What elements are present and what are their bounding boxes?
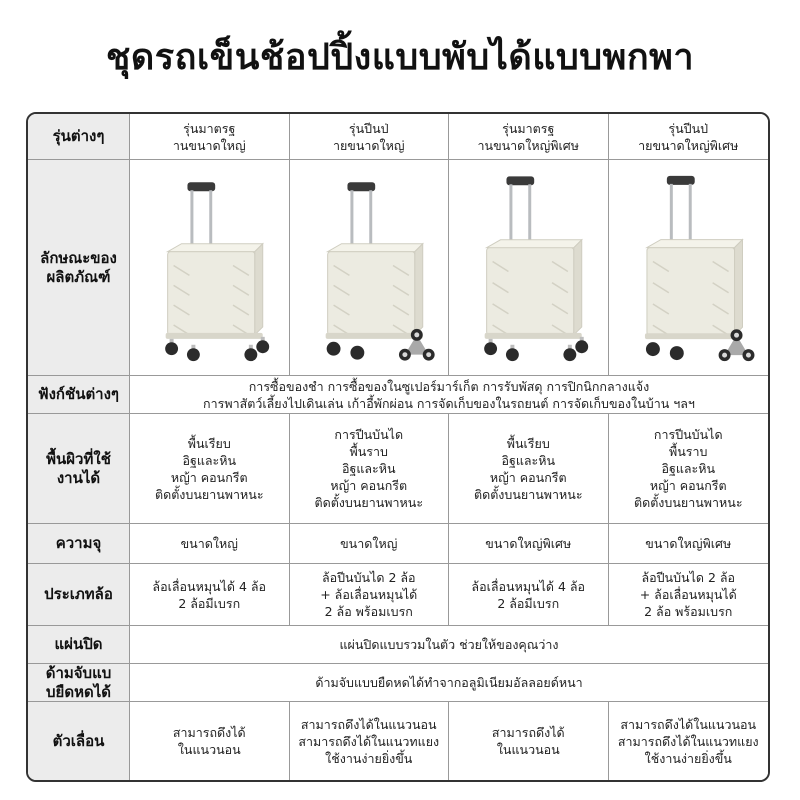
model-text: ายขนาดใหญ่: [332, 137, 405, 153]
caster-text: ในแนวนอน: [496, 742, 560, 757]
caster-wheel: [484, 342, 497, 355]
surface-text: พื้นเรียบ: [506, 435, 550, 451]
caster-text: สามารถดึงได้ในแนวทแยง: [617, 733, 759, 749]
header-text: งานได้: [56, 468, 101, 487]
casters-cell-4: [609, 702, 769, 780]
wheels-cell-4: [609, 564, 769, 626]
row-header-wheels: ประเภทล้อ: [28, 564, 130, 626]
functions-text: การพาสัตว์เลี้ยงไปเดินเล่น เก้าอี้พักผ่อน การจัดเก็บของในรถยนต์ การจัดเก็บของในบ้าน ฯลฯ: [203, 395, 695, 411]
surfaces-cell-2: [290, 414, 450, 524]
row-header-cover: แผ่นปิด: [28, 626, 130, 664]
surface-text: พื้นราบ: [349, 444, 388, 459]
cart-standard-xl-image: [449, 160, 608, 375]
cart-lid: [168, 244, 263, 252]
wheel-text: 2 ล้อ พร้อมเบรก: [644, 604, 733, 619]
stair-wheel-hub: [402, 352, 407, 357]
cart-side: [574, 240, 582, 335]
caster-text: ใช้งานง่ายยิ่งขึ้น: [644, 750, 732, 766]
handle-grip: [506, 176, 534, 185]
surface-text: อิฐและหิน: [182, 452, 237, 468]
caster-wheel: [669, 346, 683, 360]
product-image-cell-4: [609, 160, 769, 376]
wheel-text: + ล้อเลื่อนหมุนได้: [320, 587, 418, 602]
cart-body: [487, 248, 574, 335]
cart-body: [168, 252, 255, 335]
model-text: านขนาดใหญ่พิเศษ: [477, 137, 579, 153]
surface-text: หญ้า คอนกรีต: [330, 478, 408, 493]
functions-cell: [130, 376, 768, 414]
cart-base: [325, 333, 422, 339]
model-text: านขนาดใหญ่: [172, 137, 246, 153]
surface-text: อิฐและหิน: [661, 461, 716, 476]
header-text: ด้ามจับแบ: [45, 664, 112, 682]
caster-text: สามารถดึงได้ในแนวนอน: [300, 716, 437, 732]
caster-text: ในแนวนอน: [177, 742, 241, 757]
cart-base: [644, 333, 742, 339]
model-text: รุ่นมาตรฐ: [183, 120, 236, 136]
capacity-cell-1: ขนาดใหญ่: [130, 524, 290, 564]
stair-wheel-hub: [734, 333, 739, 338]
row-header-casters: ตัวเลื่อน: [28, 702, 130, 780]
surface-text: หญ้า คอนกรีต: [649, 478, 727, 493]
cart-base: [166, 333, 263, 339]
cart-side: [734, 240, 742, 336]
cart-side: [414, 244, 422, 335]
caster-wheel: [244, 348, 257, 361]
caster-text: ใช้งานง่ายยิ่งขึ้น: [325, 750, 413, 766]
wheel-text: 2 ล้อมีเบรก: [497, 595, 560, 611]
surface-text: พื้นเรียบ: [187, 435, 231, 451]
cart-climbing-large-image: [290, 160, 449, 375]
model-text: รุ่นปีนป่: [348, 120, 389, 136]
header-text: พื้นผิวที่ใช้: [46, 449, 111, 468]
wheel-text: ล้อเลื่อนหมุนได้ 4 ล้อ: [152, 578, 267, 594]
row-header-features: [28, 160, 130, 376]
cart-climbing-xl-image: [609, 160, 769, 375]
cart-side: [255, 244, 263, 335]
capacity-cell-3: ขนาดใหญ่พิเศษ: [449, 524, 609, 564]
caster-text: สามารถดึงได้: [172, 725, 246, 740]
surfaces-cell-3: [449, 414, 609, 524]
model-cell-2: [290, 114, 450, 160]
caster-wheel: [563, 348, 576, 361]
surfaces-cell-4: [609, 414, 769, 524]
wheel-text: ล้อปีนบันได 2 ล้อ: [321, 570, 416, 585]
cover-cell: แผ่นปิดแบบรวมในตัว ช่วยให้ของคุณว่าง: [130, 626, 768, 664]
caster-text: สามารถดึงได้ในแนวทแยง: [298, 733, 440, 749]
surface-text: การปีนบันได: [653, 427, 723, 442]
model-cell-1: [130, 114, 290, 160]
model-cell-3: [449, 114, 609, 160]
cart-lid: [487, 240, 582, 248]
handle-grip: [187, 182, 215, 191]
wheels-cell-2: [290, 564, 450, 626]
stair-wheel-hub: [745, 353, 750, 358]
cart-lid: [646, 240, 742, 248]
cart-base: [485, 333, 582, 339]
caster-text: สามารถดึงได้ในแนวนอน: [620, 716, 757, 732]
model-text: รุ่นปีนป่: [668, 120, 709, 136]
caster-wheel: [575, 340, 588, 353]
wheel-text: 2 ล้อมีเบรก: [178, 595, 241, 611]
wheel-text: ล้อปีนบันได 2 ล้อ: [641, 570, 736, 585]
handle-cell: ด้ามจับแบบยืดหดได้ทำจากอลูมิเนียมอัลลอยด์หนา: [130, 664, 768, 702]
capacity-cell-2: ขนาดใหญ่: [290, 524, 450, 564]
handle-grip: [347, 182, 375, 191]
caster-wheel: [165, 342, 178, 355]
caster-wheel: [506, 348, 519, 361]
wheel-text: + ล้อเลื่อนหมุนได้: [639, 587, 737, 602]
header-text: ลักษณะของ: [40, 248, 117, 267]
surface-text: อิฐและหิน: [341, 461, 396, 476]
row-header-functions: ฟังก์ชันต่างๆ: [28, 376, 130, 414]
casters-cell-3: [449, 702, 609, 780]
stair-wheel-hub: [722, 353, 727, 358]
surface-text: อิฐและหิน: [501, 452, 556, 468]
caster-text: สามารถดึงได้: [491, 725, 565, 740]
casters-cell-2: [290, 702, 450, 780]
caster-wheel: [187, 348, 200, 361]
page-title: ชุดรถเข็นช้อปปิ้งแบบพับได้แบบพกพา: [105, 37, 695, 78]
surface-text: การปีนบันได: [334, 427, 404, 442]
surface-text: ติดตั้งบนยานพาหนะ: [633, 495, 743, 510]
handle-grip: [666, 176, 694, 185]
cart-body: [327, 252, 414, 335]
comparison-table: [26, 112, 770, 782]
row-header-surfaces: [28, 414, 130, 524]
casters-cell-1: [130, 702, 290, 780]
row-header-models: รุ่นต่างๆ: [28, 114, 130, 160]
caster-wheel: [256, 340, 269, 353]
wheel-text: ล้อเลื่อนหมุนได้ 4 ล้อ: [471, 578, 586, 594]
functions-text: การซื้อของชำ การซื้อของในซูเปอร์มาร์เก็ต การรับพัสดุ การปิกนิกกลางแจ้ง: [248, 378, 650, 394]
model-cell-4: [609, 114, 769, 160]
stair-wheel-hub: [426, 352, 431, 357]
surface-text: พื้นราบ: [669, 444, 708, 459]
product-image-cell-1: [130, 160, 290, 376]
product-image-cell-2: [290, 160, 450, 376]
surface-text: หญ้า คอนกรีต: [489, 469, 567, 485]
product-image-cell-3: [449, 160, 609, 376]
header-text: บยืดหดได้: [46, 682, 111, 701]
surfaces-cell-1: [130, 414, 290, 524]
surface-text: หญ้า คอนกรีต: [170, 469, 248, 485]
header-text: ผลิตภัณฑ์: [46, 267, 111, 286]
cart-lid: [327, 244, 422, 252]
capacity-cell-4: ขนาดใหญ่พิเศษ: [609, 524, 769, 564]
model-text: ายขนาดใหญ่พิเศษ: [638, 137, 739, 153]
surface-text: ติดตั้งบนยานพาหนะ: [473, 486, 583, 502]
surface-text: ติดตั้งบนยานพาหนะ: [154, 486, 264, 502]
stair-wheel-hub: [414, 332, 419, 337]
cart-standard-large-image: [130, 160, 289, 375]
wheels-cell-3: [449, 564, 609, 626]
row-header-capacity: ความจุ: [28, 524, 130, 564]
cart-body: [646, 248, 734, 336]
row-header-handle: [28, 664, 130, 702]
wheel-text: 2 ล้อ พร้อมเบรก: [324, 604, 413, 619]
model-text: รุ่นมาตรฐ: [502, 120, 555, 136]
caster-wheel: [350, 346, 364, 360]
surface-text: ติดตั้งบนยานพาหนะ: [314, 495, 424, 510]
caster-wheel: [645, 342, 659, 356]
wheels-cell-1: [130, 564, 290, 626]
caster-wheel: [326, 342, 340, 356]
